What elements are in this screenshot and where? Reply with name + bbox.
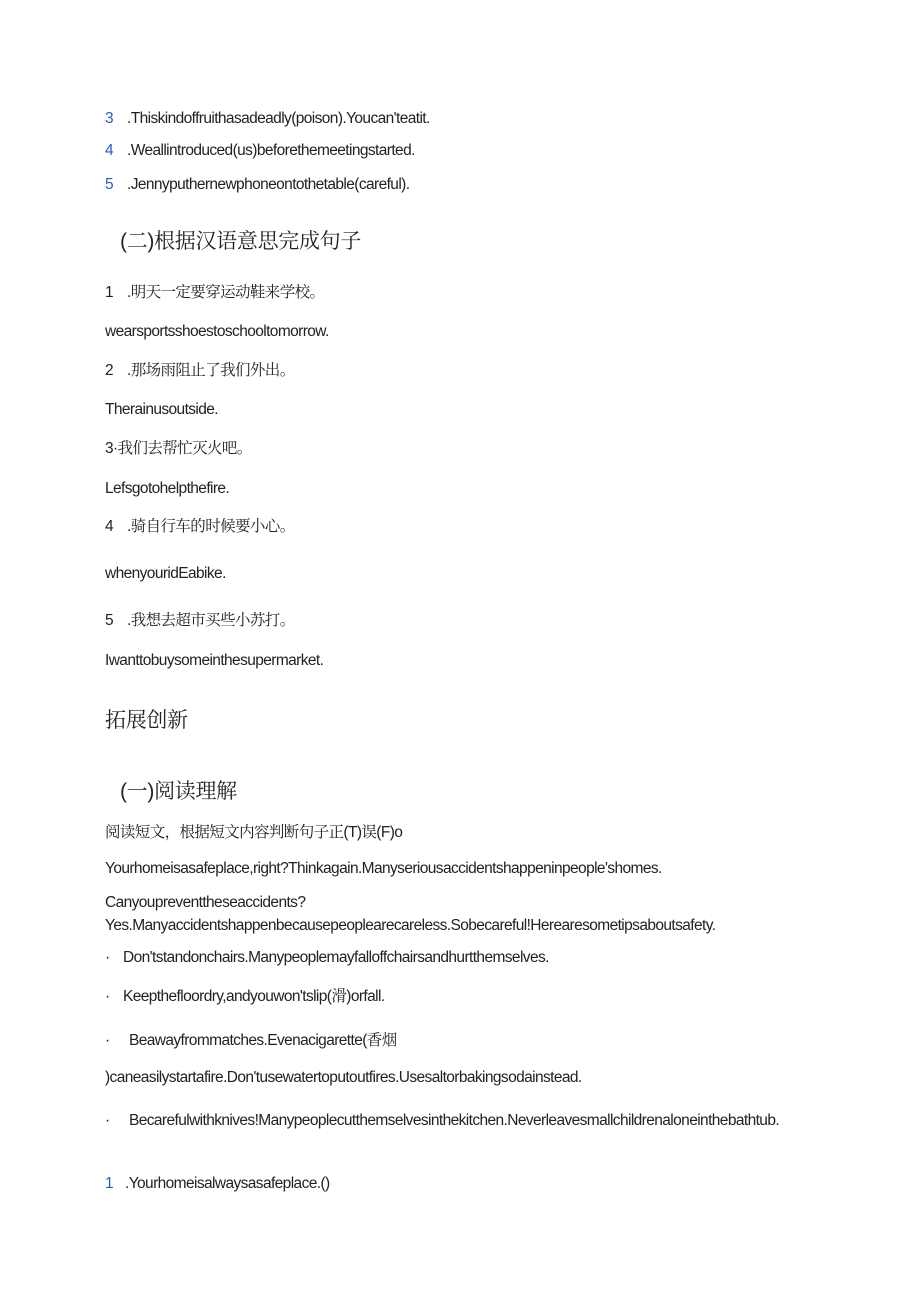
question-text: .Yourhomeisalwaysasafeplace.() [125,1175,330,1192]
tip-text: Beawayfrommatches.Evenacigarette(香烟 [129,1032,397,1049]
bullet-mark: · [105,1032,110,1049]
tip-text: Keepthefloordry,andyouwon'tslip(滑)orfall. [123,988,385,1005]
item-text: .Weallintroduced(us)beforethemeetingstarted. [127,142,415,159]
translation-item-4-cn [105,517,295,537]
safety-tip-2 [105,987,385,1007]
safety-tip-3-continued: )caneasilystartafire.Don'tusewatertoputoutfires.Usesaltorbakingsodainstead. [105,1069,582,1086]
item-number: 5 [105,176,114,193]
bullet-mark: · [105,949,110,966]
translation-item-5-en: Iwanttobuysomeinthesupermarket. [105,652,324,669]
item-4 [105,141,415,161]
item-number: 4 [105,518,114,535]
question-1 [105,1174,330,1194]
translation-item-5-cn [105,611,295,631]
passage-paragraph-2: Canyoupreventtheseaccidents?Yes.Manyaccidentshappenbecausepeoplearecareless.Sobecareful!Herearesometipsaboutsafety. [105,894,716,934]
item-number: 4 [105,142,114,159]
bullet-mark: · [105,1112,110,1129]
translation-item-1-en: wearsportsshoestoschooltomorrow. [105,323,329,340]
translation-item-3-en: Lefsgotohelpthefire. [105,480,230,497]
tip-text: Becarefulwithknives!Manypeoplecutthemselvesinthekitchen.Neverleavesmallchildrenaloneinthebathtub. [129,1112,780,1129]
item-text: .Jennyputhernewphoneontothetable(careful). [127,176,410,193]
reading-subheading: (一)阅读理解 [120,780,237,803]
item-text: .Thiskindoffruithasadeadly(poison).Youcan'teatit. [127,110,430,127]
tip-text: Don'tstandonchairs.Manypeoplemayfalloffchairsandhurtthemselves. [123,949,549,966]
item-number: 1 [105,284,114,301]
safety-tip-1 [105,948,549,968]
translation-item-2-en: Therainusoutside. [105,401,219,418]
item-3 [105,109,430,129]
extension-title: 拓展创新 [105,709,188,732]
safety-tip-4 [105,1109,805,1132]
chinese-text: .骑自行车的时候要小心。 [127,518,295,535]
chinese-text: .明天一定要穿运动鞋来学校。 [127,284,325,301]
translation-item-4-en: whenyouridEabike. [105,565,226,582]
question-number: 1 [105,1175,114,1192]
chinese-text: .那场雨阻止了我们外出。 [127,362,295,379]
item-5 [105,175,409,195]
translation-item-3-cn: 3·我们去帮忙灭火吧。 [105,440,252,457]
item-number: 2 [105,362,114,379]
translation-item-2-cn [105,361,295,381]
safety-tip-3 [105,1031,397,1051]
reading-instruction: 阅读短文，根据短文内容判断句子正(T)误(F)o [105,824,403,841]
passage-paragraph-1: Yourhomeisasafeplace,right?Thinkagain.Manyseriousaccidentshappeninpeople'shomes. [105,860,662,877]
bullet-mark: · [105,988,110,1005]
section-heading: (二)根据汉语意思完成句子 [120,230,362,253]
translation-item-1-cn [105,283,324,303]
item-number: 5 [105,612,114,629]
chinese-text: .我想去超市买些小苏打。 [127,612,295,629]
item-number: 3 [105,110,114,127]
